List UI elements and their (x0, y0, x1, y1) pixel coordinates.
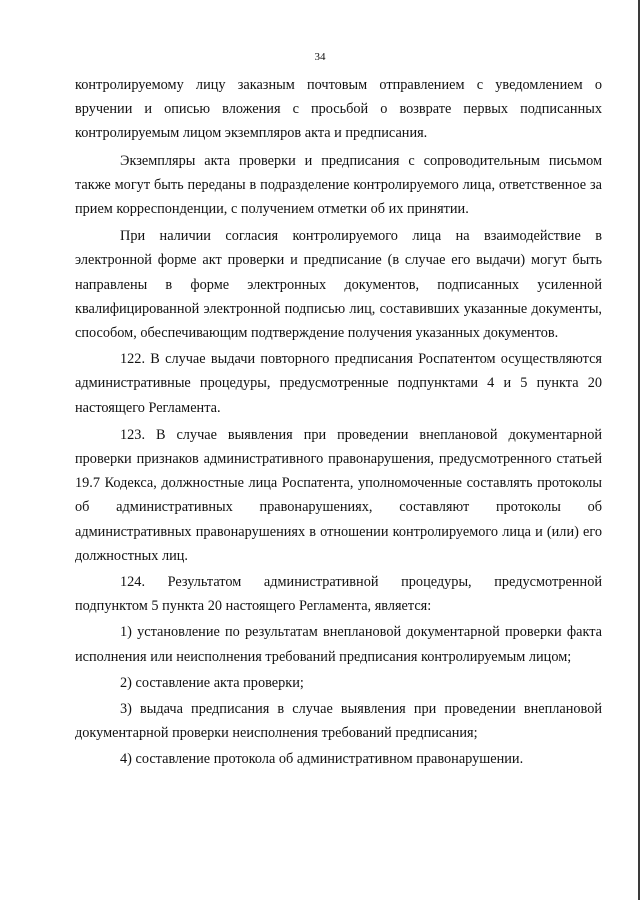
paragraph-continuation: контролируемому лицу заказным почтовым отправлением с уведомлением о вручении и описью вложения с просьбой о возврате первых подписанных контролируемым лицом экземпляров акта и предписания. (75, 77, 602, 142)
paragraph-electronic-form: При наличии согласия контролируемого лица на взаимодействие в электронной форме акт проверки и предписание (в случае его выдачи) могут быть направлены в форме электронных документов, подписанных усиленной квалифицированной электронной подписью лиц, составивших указанные документы, способом, обеспечивающим подтверждение получения указанных документов. (75, 228, 602, 342)
paragraph-copies-transfer: Экземпляры акта проверки и предписания с сопроводительным письмом также могут быть переданы в подразделение контролируемого лица, ответственное за прием корреспонденции, с получением отметки об их принятии. (75, 152, 602, 218)
document-body (75, 73, 602, 772)
paragraph-124: 124. Результатом административной процедуры, предусмотренной подпунктом 5 пункта 20 настоящего Регламента, является: (75, 574, 602, 615)
list-item-3: 3) выдача предписания в случае выявления при проведении внеплановой документарной проверки неисполнения требований предписания; (75, 701, 602, 742)
page-number: 34 (314, 51, 326, 63)
paragraph-123: 123. В случае выявления при проведении внеплановой документарной проверки признаков административного правонарушения, предусмотренного статьей 19.7 Кодекса, должностные лица Роспатента, уполномоченные составлять протоколы об административных правонарушениях, составляют протоколы об административных правонарушениях в отношении контролируемого лица и (или) его должностных лиц. (75, 426, 602, 564)
list-item-2: 2) составление акта проверки; (120, 674, 304, 691)
list-item-4: 4) составление протокола об административном правонарушении. (120, 751, 524, 768)
paragraph-122: 122. В случае выдачи повторного предписания Роспатентом осуществляются административные процедуры, предусмотренные подпунктами 4 и 5 пункта 20 настоящего Регламента. (75, 351, 602, 416)
list-item-1: 1) установление по результатам внеплановой документарной проверки факта исполнения или неисполнения требований предписания контролируемым лицом; (75, 624, 602, 665)
